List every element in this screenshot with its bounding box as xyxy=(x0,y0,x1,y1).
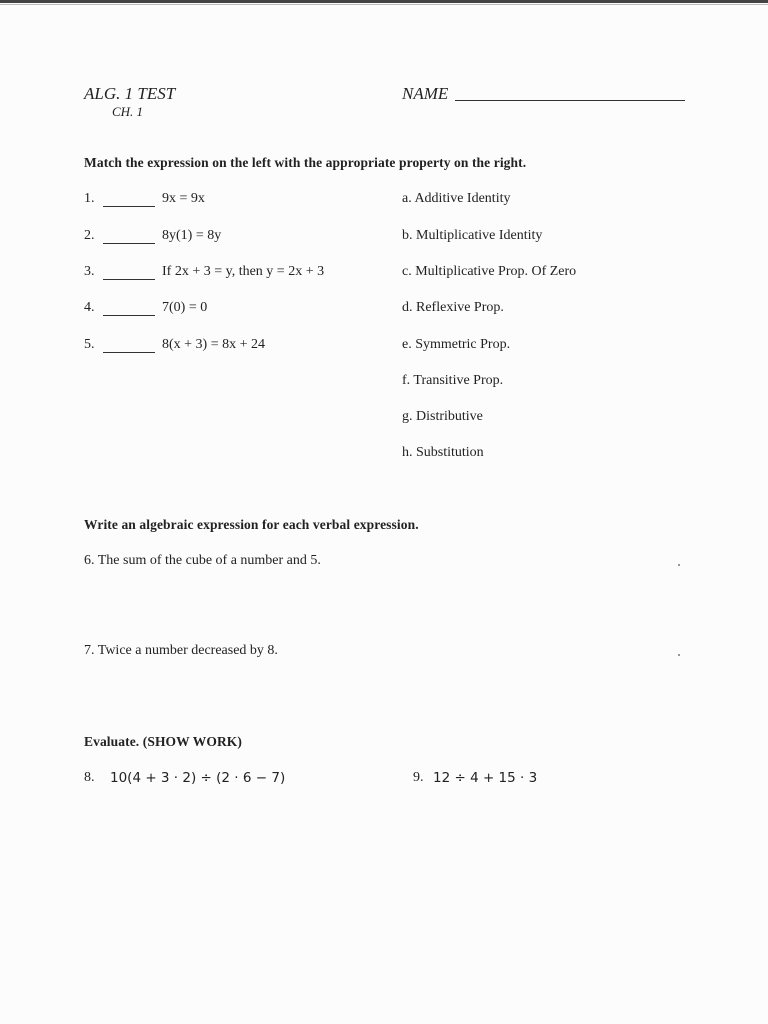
test-title: ALG. 1 TEST xyxy=(84,84,176,103)
scan-edge-line xyxy=(0,0,768,3)
scan-edge-line-faint xyxy=(0,4,768,5)
question-number: 1. xyxy=(84,191,95,206)
matching-expression: 9x = 9x xyxy=(162,191,205,206)
name-label: NAME xyxy=(402,84,449,103)
verbal-question: 7. Twice a number decreased by 8. xyxy=(84,643,278,658)
property-option: g. Distributive xyxy=(402,409,483,424)
matching-expression: If 2x + 3 = y, then y = 2x + 3 xyxy=(162,264,325,279)
property-option: h. Substitution xyxy=(402,445,484,460)
question-number: 8. xyxy=(84,770,95,785)
answer-blank[interactable] xyxy=(103,303,155,316)
question-number: 9. xyxy=(413,770,424,785)
answer-blank[interactable] xyxy=(103,194,155,207)
verbal-instruction: Write an algebraic expression for each verbal expression. xyxy=(84,517,419,532)
question-number: 4. xyxy=(84,300,95,315)
chapter-label: CH. 1 xyxy=(112,104,144,119)
scan-speck xyxy=(678,654,680,656)
property-option: e. Symmetric Prop. xyxy=(402,337,511,352)
property-option: b. Multiplicative Identity xyxy=(402,228,543,243)
question-number: 3. xyxy=(84,264,95,279)
question-number: 2. xyxy=(84,228,95,243)
evaluate-instruction: Evaluate. (SHOW WORK) xyxy=(84,734,242,749)
answer-blank[interactable] xyxy=(103,231,155,244)
matching-expression: 7(0) = 0 xyxy=(162,300,208,315)
evaluate-expression: 12 ÷ 4 + 15 · 3 xyxy=(433,770,538,786)
scan-speck xyxy=(678,564,680,566)
name-blank-line[interactable] xyxy=(455,100,685,101)
evaluate-expression: 10(4 + 3 · 2) ÷ (2 · 6 − 7) xyxy=(110,770,286,786)
property-option: d. Reflexive Prop. xyxy=(402,300,504,315)
answer-blank[interactable] xyxy=(103,267,155,280)
matching-instruction: Match the expression on the left with the appropriate property on the right. xyxy=(84,155,527,170)
property-option: f. Transitive Prop. xyxy=(402,373,504,388)
question-number: 5. xyxy=(84,337,95,352)
property-option: a. Additive Identity xyxy=(402,191,511,206)
matching-expression: 8(x + 3) = 8x + 24 xyxy=(162,337,266,352)
property-option: c. Multiplicative Prop. Of Zero xyxy=(402,264,577,279)
answer-blank[interactable] xyxy=(103,340,155,353)
verbal-question: 6. The sum of the cube of a number and 5. xyxy=(84,553,321,568)
matching-expression: 8y(1) = 8y xyxy=(162,228,222,243)
